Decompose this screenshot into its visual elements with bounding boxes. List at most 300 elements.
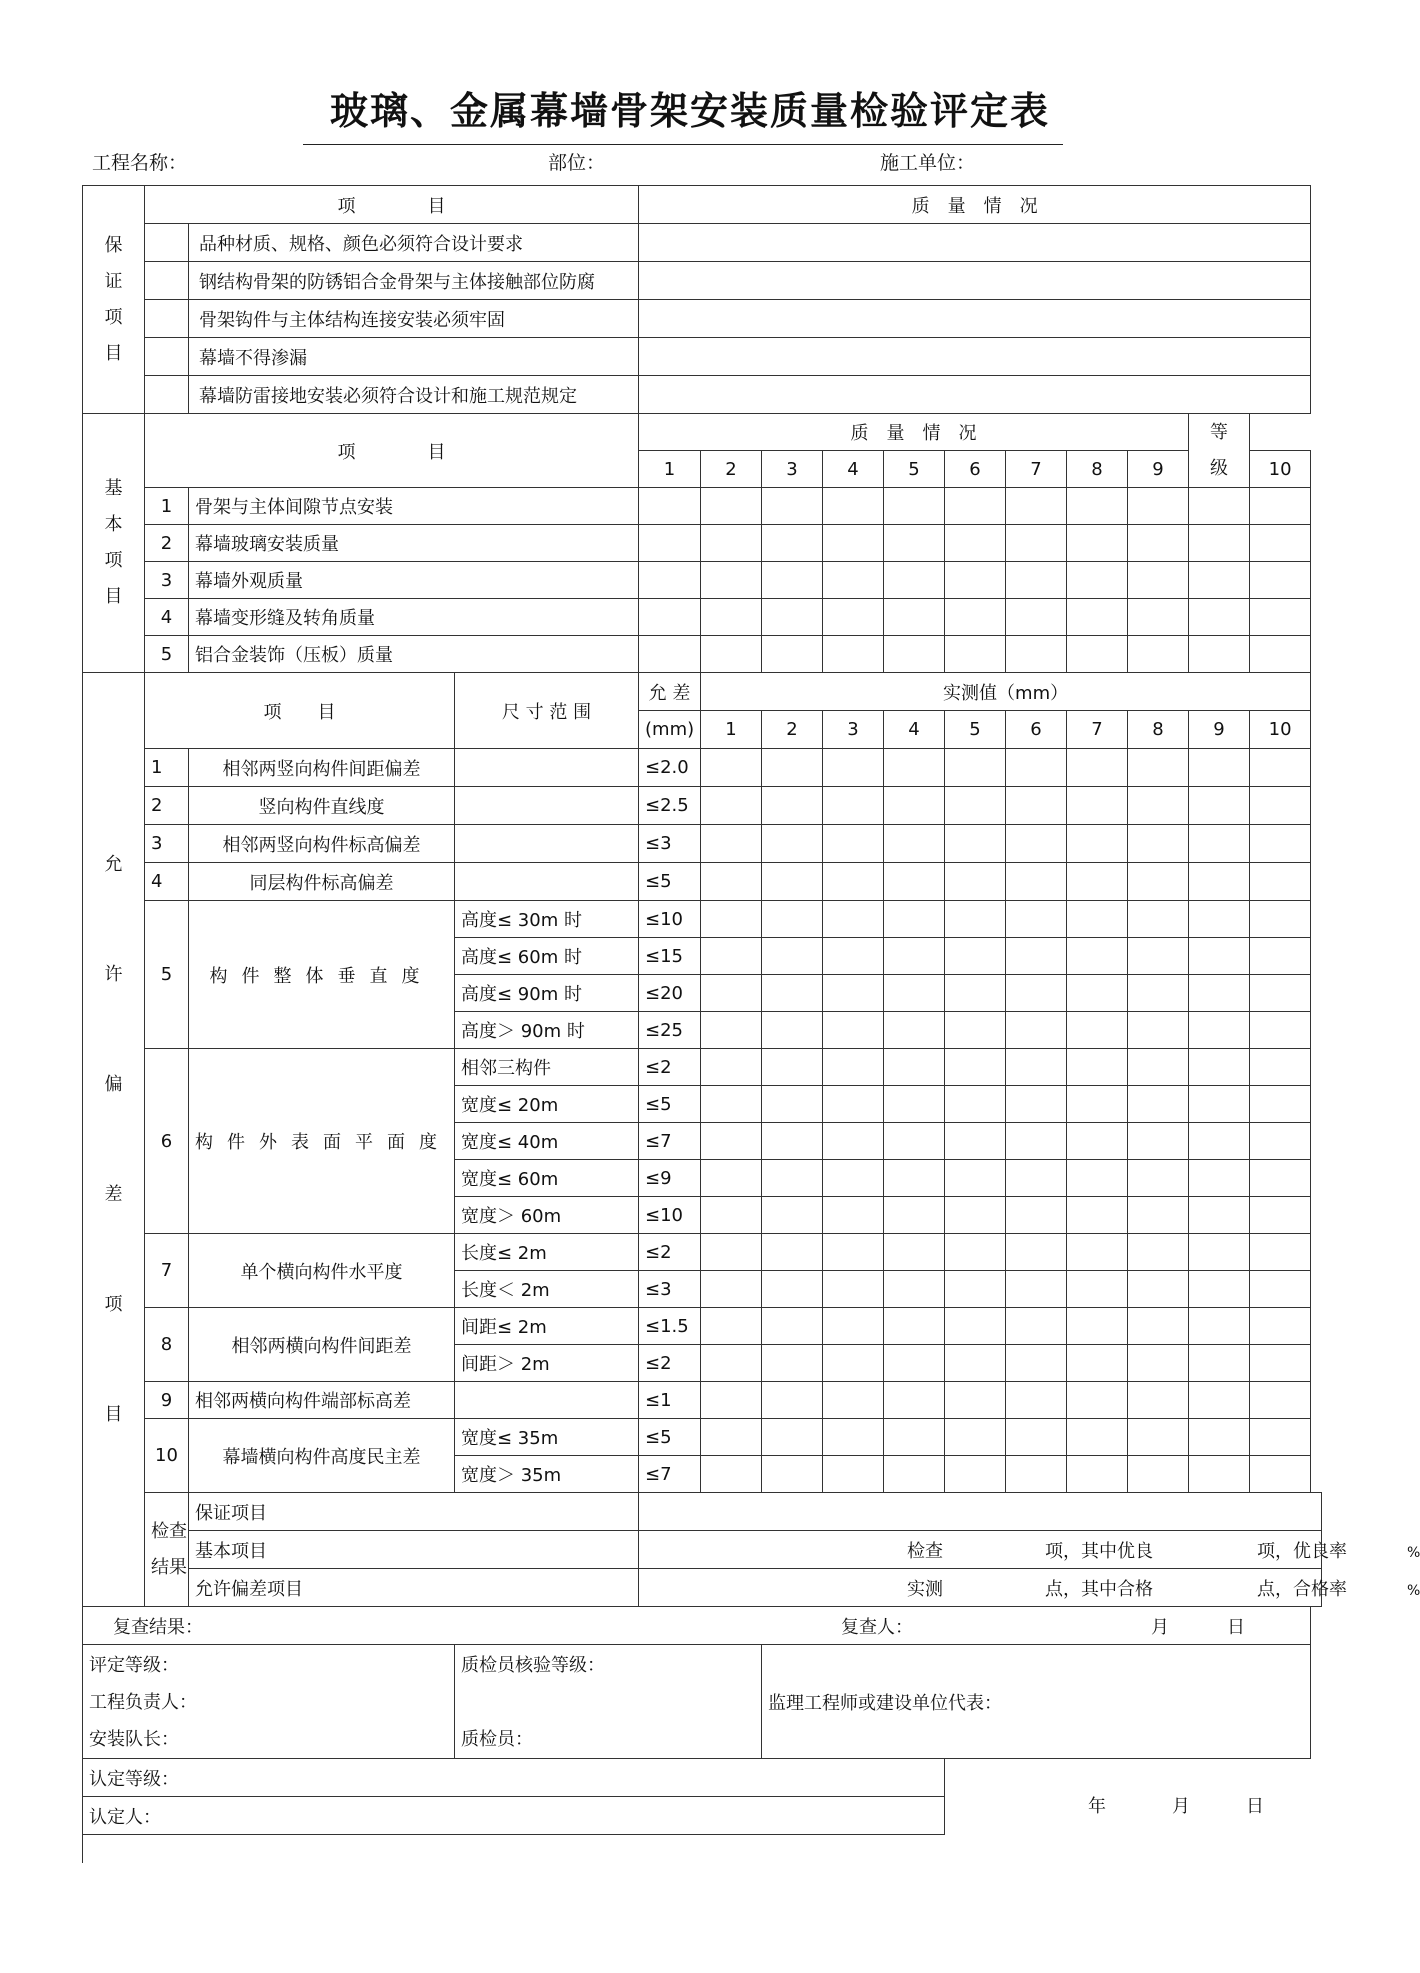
measure-cell[interactable] — [945, 1456, 1006, 1493]
result-summary[interactable] — [639, 1531, 1420, 1569]
basic-quality-cell[interactable] — [762, 525, 823, 562]
basic-quality-cell[interactable] — [1067, 525, 1128, 562]
measure-cell[interactable] — [823, 1456, 884, 1493]
measure-cell[interactable] — [823, 1160, 884, 1197]
measure-cell[interactable] — [1128, 938, 1189, 975]
tolerance-allow: ≤1 — [639, 1382, 701, 1419]
measure-cell[interactable] — [884, 1271, 945, 1308]
measure-cell[interactable] — [1006, 1345, 1067, 1382]
measure-cell[interactable] — [884, 1012, 945, 1049]
basic-item-name: 骨架与主体间隙节点安装 — [189, 488, 639, 525]
measure-cell[interactable] — [1189, 749, 1250, 787]
tolerance-range-header: 尺 寸 范 围 — [455, 673, 639, 749]
measure-cell[interactable] — [1250, 1456, 1311, 1493]
measure-cell[interactable] — [1006, 938, 1067, 975]
measure-cell[interactable] — [945, 975, 1006, 1012]
title-underline — [303, 144, 1063, 145]
measure-cell[interactable] — [1006, 1271, 1067, 1308]
tolerance-no: 5 — [145, 901, 189, 1049]
measure-cell[interactable] — [1189, 863, 1250, 901]
result-guarantee-value[interactable] — [639, 1493, 1322, 1531]
measure-cell[interactable] — [945, 1234, 1006, 1271]
basic-quality-cell[interactable] — [823, 488, 884, 525]
basic-quality-cell[interactable] — [1067, 488, 1128, 525]
measure-cell[interactable] — [823, 1308, 884, 1345]
measure-cell[interactable] — [1067, 1382, 1128, 1419]
guarantee-quality-cell[interactable] — [639, 376, 1311, 414]
measure-cell[interactable] — [945, 1382, 1006, 1419]
measure-cell[interactable] — [1128, 1308, 1189, 1345]
measure-cell[interactable] — [1067, 787, 1128, 825]
measure-cell[interactable] — [701, 938, 762, 975]
measure-cell[interactable] — [884, 1049, 945, 1086]
basic-quality-cell[interactable] — [701, 562, 762, 599]
measure-cell[interactable] — [823, 1271, 884, 1308]
measure-cell[interactable] — [1128, 975, 1189, 1012]
basic-quality-cell[interactable] — [1250, 636, 1311, 673]
measure-cell[interactable] — [1067, 1049, 1128, 1086]
measure-cell[interactable] — [1128, 901, 1189, 938]
measure-cell[interactable] — [1250, 1012, 1311, 1049]
measure-cell[interactable] — [701, 1049, 762, 1086]
basic-quality-cell[interactable] — [1189, 636, 1250, 673]
measure-cell[interactable] — [762, 1160, 823, 1197]
measure-cell[interactable] — [1067, 1234, 1128, 1271]
measure-cell[interactable] — [1250, 863, 1311, 901]
basic-quality-cell[interactable] — [639, 636, 701, 673]
basic-quality-cell[interactable] — [1250, 525, 1311, 562]
measure-cell[interactable] — [1189, 1456, 1250, 1493]
measure-cell[interactable] — [1006, 1456, 1067, 1493]
measure-cell[interactable] — [1128, 1419, 1189, 1456]
basic-quality-cell[interactable] — [1067, 599, 1128, 636]
measure-cell[interactable] — [1006, 1160, 1067, 1197]
basic-quality-cell[interactable] — [701, 599, 762, 636]
measure-cell[interactable] — [701, 1123, 762, 1160]
measure-cell[interactable] — [701, 1456, 762, 1493]
measure-cell[interactable] — [1006, 1197, 1067, 1234]
basic-quality-cell[interactable] — [639, 562, 701, 599]
basic-col-number: 7 — [1006, 451, 1067, 488]
tolerance-col-number: 2 — [762, 711, 823, 749]
measure-cell[interactable] — [1006, 1419, 1067, 1456]
basic-quality-cell[interactable] — [762, 636, 823, 673]
table-row — [83, 562, 1322, 599]
tolerance-allow: ≤7 — [639, 1456, 701, 1493]
measure-cell[interactable] — [1250, 1160, 1311, 1197]
basic-quality-cell[interactable] — [701, 636, 762, 673]
basic-quality-cell[interactable] — [701, 488, 762, 525]
measure-cell[interactable] — [945, 1308, 1006, 1345]
basic-quality-cell[interactable] — [1006, 525, 1067, 562]
measure-cell[interactable] — [1128, 1234, 1189, 1271]
measure-cell[interactable] — [701, 1012, 762, 1049]
table-row — [83, 825, 1322, 863]
measure-cell[interactable] — [1128, 1049, 1189, 1086]
measure-cell[interactable] — [1067, 901, 1128, 938]
measure-cell[interactable] — [1189, 1345, 1250, 1382]
basic-quality-cell[interactable] — [884, 562, 945, 599]
measure-cell[interactable] — [762, 1382, 823, 1419]
measure-cell[interactable] — [1128, 1086, 1189, 1123]
basic-quality-cell[interactable] — [823, 636, 884, 673]
measure-cell[interactable] — [945, 1123, 1006, 1160]
measure-cell[interactable] — [1006, 749, 1067, 787]
measure-cell[interactable] — [1067, 938, 1128, 975]
measure-cell[interactable] — [884, 1345, 945, 1382]
measure-cell[interactable] — [945, 1345, 1006, 1382]
measure-cell[interactable] — [1250, 1271, 1311, 1308]
basic-quality-cell[interactable] — [1006, 636, 1067, 673]
measure-cell[interactable] — [762, 1012, 823, 1049]
measure-cell[interactable] — [1250, 1308, 1311, 1345]
measure-cell[interactable] — [1189, 938, 1250, 975]
basic-quality-cell[interactable] — [1189, 525, 1250, 562]
table-row — [83, 787, 1322, 825]
measure-cell[interactable] — [1067, 1086, 1128, 1123]
measure-cell[interactable] — [1006, 1382, 1067, 1419]
measure-cell[interactable] — [945, 787, 1006, 825]
measure-cell[interactable] — [1128, 749, 1189, 787]
measure-cell[interactable] — [762, 1419, 823, 1456]
basic-quality-cell[interactable] — [762, 562, 823, 599]
measure-cell[interactable] — [762, 825, 823, 863]
tolerance-allow: ≤9 — [639, 1160, 701, 1197]
measure-cell[interactable] — [1067, 1345, 1128, 1382]
measure-cell[interactable] — [823, 1012, 884, 1049]
measure-cell[interactable] — [884, 1234, 945, 1271]
measure-cell[interactable] — [1250, 1234, 1311, 1271]
basic-quality-cell[interactable] — [945, 525, 1006, 562]
basic-col-number: 6 — [945, 451, 1006, 488]
basic-quality-cell[interactable] — [639, 488, 701, 525]
measure-cell[interactable] — [701, 1086, 762, 1123]
measure-cell[interactable] — [701, 749, 762, 787]
bottom-left-line — [82, 1785, 83, 1863]
measure-cell[interactable] — [884, 1382, 945, 1419]
basic-quality-cell[interactable] — [884, 599, 945, 636]
measure-cell[interactable] — [1128, 1271, 1189, 1308]
measure-cell[interactable] — [1006, 1234, 1067, 1271]
measure-cell[interactable] — [1006, 825, 1067, 863]
measure-cell[interactable] — [884, 1456, 945, 1493]
measure-cell[interactable] — [884, 1197, 945, 1234]
measure-cell[interactable] — [1250, 1086, 1311, 1123]
measure-cell[interactable] — [762, 749, 823, 787]
measure-cell[interactable] — [701, 1271, 762, 1308]
measure-cell[interactable] — [1189, 1012, 1250, 1049]
tolerance-col-number: 1 — [701, 711, 762, 749]
measure-cell[interactable] — [1189, 1234, 1250, 1271]
tolerance-section-char: 目 — [104, 1403, 123, 1425]
measure-cell[interactable] — [1189, 975, 1250, 1012]
basic-item-no: 4 — [145, 599, 189, 636]
measure-cell[interactable] — [945, 1012, 1006, 1049]
basic-quality-cell[interactable] — [762, 488, 823, 525]
basic-quality-cell[interactable] — [1250, 488, 1311, 525]
measure-cell[interactable] — [1189, 1086, 1250, 1123]
measure-cell[interactable] — [1189, 787, 1250, 825]
measure-cell[interactable] — [1128, 1382, 1189, 1419]
measure-cell[interactable] — [945, 825, 1006, 863]
measure-cell[interactable] — [1067, 1308, 1128, 1345]
measure-cell[interactable] — [884, 1160, 945, 1197]
measure-cell[interactable] — [823, 1345, 884, 1382]
basic-quality-cell[interactable] — [823, 525, 884, 562]
measure-cell[interactable] — [1067, 975, 1128, 1012]
measure-cell[interactable] — [1189, 1382, 1250, 1419]
measure-cell[interactable] — [701, 1345, 762, 1382]
measure-cell[interactable] — [701, 1382, 762, 1419]
measure-cell[interactable] — [762, 1197, 823, 1234]
measure-cell[interactable] — [1189, 825, 1250, 863]
basic-quality-cell[interactable] — [701, 525, 762, 562]
measure-cell[interactable] — [823, 975, 884, 1012]
measure-cell[interactable] — [823, 863, 884, 901]
measure-cell[interactable] — [1128, 1345, 1189, 1382]
measure-cell[interactable] — [701, 1419, 762, 1456]
basic-section-char: 本 — [104, 514, 123, 535]
measure-cell[interactable] — [884, 1123, 945, 1160]
measure-cell[interactable] — [884, 901, 945, 938]
measure-cell[interactable] — [945, 901, 1006, 938]
measure-cell[interactable] — [1250, 1345, 1311, 1382]
basic-quality-cell[interactable] — [1250, 562, 1311, 599]
measure-cell[interactable] — [1128, 787, 1189, 825]
measure-cell[interactable] — [762, 1049, 823, 1086]
measure-cell[interactable] — [1128, 1160, 1189, 1197]
basic-quality-cell[interactable] — [884, 636, 945, 673]
measure-cell[interactable] — [762, 975, 823, 1012]
measure-cell[interactable] — [762, 1271, 823, 1308]
measure-cell[interactable] — [1067, 825, 1128, 863]
basic-quality-cell[interactable] — [1250, 599, 1311, 636]
measure-cell[interactable] — [1250, 938, 1311, 975]
basic-quality-cell[interactable] — [1006, 599, 1067, 636]
measure-cell[interactable] — [1250, 1049, 1311, 1086]
measure-cell[interactable] — [823, 1123, 884, 1160]
measure-cell[interactable] — [884, 787, 945, 825]
measure-cell[interactable] — [1067, 863, 1128, 901]
tolerance-range: 高度≤ 30m 时 — [455, 901, 639, 938]
basic-quality-cell[interactable] — [884, 525, 945, 562]
measure-cell[interactable] — [884, 1419, 945, 1456]
guarantee-no-cell — [145, 376, 189, 414]
measure-cell[interactable] — [823, 787, 884, 825]
measure-cell[interactable] — [762, 901, 823, 938]
basic-quality-cell[interactable] — [1189, 562, 1250, 599]
measure-cell[interactable] — [945, 1049, 1006, 1086]
measure-cell[interactable] — [1128, 825, 1189, 863]
measure-cell[interactable] — [1189, 901, 1250, 938]
measure-cell[interactable] — [1189, 1197, 1250, 1234]
guarantee-section-char: 目 — [104, 342, 123, 364]
measure-cell[interactable] — [762, 1308, 823, 1345]
measure-cell[interactable] — [1067, 749, 1128, 787]
basic-quality-cell[interactable] — [1128, 525, 1189, 562]
basic-quality-cell[interactable] — [1006, 562, 1067, 599]
measure-cell[interactable] — [945, 863, 1006, 901]
measure-cell[interactable] — [1006, 1086, 1067, 1123]
measure-cell[interactable] — [1006, 1308, 1067, 1345]
measure-cell[interactable] — [1250, 901, 1311, 938]
measure-cell[interactable] — [884, 825, 945, 863]
date-month: 月 — [1172, 1796, 1190, 1817]
review-row — [83, 1607, 1311, 1645]
measure-cell[interactable] — [1250, 825, 1311, 863]
tolerance-allow: ≤3 — [639, 1271, 701, 1308]
measure-cell[interactable] — [701, 975, 762, 1012]
measure-cell[interactable] — [1128, 1123, 1189, 1160]
measure-cell[interactable] — [701, 787, 762, 825]
result-text: 项，其中优良 — [1045, 1540, 1154, 1562]
basic-quality-cell[interactable] — [762, 599, 823, 636]
measure-cell[interactable] — [1067, 1419, 1128, 1456]
basic-quality-cell[interactable] — [1006, 488, 1067, 525]
basic-quality-cell[interactable] — [1128, 562, 1189, 599]
measure-cell[interactable] — [1250, 787, 1311, 825]
measure-cell[interactable] — [884, 1308, 945, 1345]
basic-quality-cell[interactable] — [945, 562, 1006, 599]
table-row — [83, 1382, 1322, 1419]
guarantee-quality-cell[interactable] — [639, 224, 1311, 262]
basic-quality-cell[interactable] — [884, 488, 945, 525]
measure-cell[interactable] — [1189, 1160, 1250, 1197]
measure-cell[interactable] — [1128, 863, 1189, 901]
basic-quality-cell[interactable] — [639, 599, 701, 636]
measure-cell[interactable] — [823, 1049, 884, 1086]
basic-quality-cell[interactable] — [1128, 488, 1189, 525]
measure-cell[interactable] — [1128, 1197, 1189, 1234]
measure-cell[interactable] — [1006, 901, 1067, 938]
measure-cell[interactable] — [1128, 1012, 1189, 1049]
measure-cell[interactable] — [762, 1123, 823, 1160]
measure-cell[interactable] — [762, 1345, 823, 1382]
measure-cell[interactable] — [1006, 787, 1067, 825]
measure-cell[interactable] — [1067, 1456, 1128, 1493]
measure-cell[interactable] — [1006, 863, 1067, 901]
measure-cell[interactable] — [823, 825, 884, 863]
measure-cell[interactable] — [823, 1419, 884, 1456]
basic-quality-cell[interactable] — [1128, 599, 1189, 636]
basic-quality-cell[interactable] — [1189, 599, 1250, 636]
measure-cell[interactable] — [762, 1086, 823, 1123]
guarantee-quality-cell[interactable] — [639, 262, 1311, 300]
result-summary[interactable] — [639, 1569, 1420, 1607]
measure-cell[interactable] — [945, 1160, 1006, 1197]
measure-cell[interactable] — [701, 863, 762, 901]
measure-cell[interactable] — [1067, 1197, 1128, 1234]
basic-quality-cell[interactable] — [1067, 636, 1128, 673]
measure-cell[interactable] — [884, 1086, 945, 1123]
measure-cell[interactable] — [701, 901, 762, 938]
measure-cell[interactable] — [762, 863, 823, 901]
basic-quality-cell[interactable] — [639, 525, 701, 562]
measure-cell[interactable] — [1189, 1271, 1250, 1308]
measure-cell[interactable] — [823, 1086, 884, 1123]
measure-cell[interactable] — [884, 975, 945, 1012]
measure-cell[interactable] — [1067, 1123, 1128, 1160]
measure-cell[interactable] — [1128, 1456, 1189, 1493]
measure-cell[interactable] — [1006, 1123, 1067, 1160]
measure-cell[interactable] — [762, 1234, 823, 1271]
measure-cell[interactable] — [1067, 1012, 1128, 1049]
measure-cell[interactable] — [762, 787, 823, 825]
result-section-label — [145, 1493, 189, 1607]
basic-quality-cell[interactable] — [823, 599, 884, 636]
measure-cell[interactable] — [1250, 1123, 1311, 1160]
measure-cell[interactable] — [823, 749, 884, 787]
basic-quality-cell[interactable] — [945, 636, 1006, 673]
measure-cell[interactable] — [823, 901, 884, 938]
measure-cell[interactable] — [701, 1197, 762, 1234]
guarantee-no-cell — [145, 224, 189, 262]
measure-cell[interactable] — [1006, 1012, 1067, 1049]
basic-quality-cell[interactable] — [945, 599, 1006, 636]
measure-cell[interactable] — [1189, 1123, 1250, 1160]
measure-cell[interactable] — [1067, 1160, 1128, 1197]
guarantee-quality-cell[interactable] — [639, 300, 1311, 338]
measure-cell[interactable] — [1006, 975, 1067, 1012]
basic-quality-cell[interactable] — [945, 488, 1006, 525]
tolerance-range: 高度≤ 60m 时 — [455, 938, 639, 975]
measure-cell[interactable] — [1250, 1382, 1311, 1419]
basic-section-char: 基 — [104, 478, 123, 499]
measure-cell[interactable] — [1006, 1049, 1067, 1086]
measure-cell[interactable] — [945, 1271, 1006, 1308]
tolerance-col-number: 6 — [1006, 711, 1067, 749]
measure-cell[interactable] — [1250, 749, 1311, 787]
measure-cell[interactable] — [823, 1234, 884, 1271]
tolerance-no: 6 — [145, 1049, 189, 1234]
measure-cell[interactable] — [1189, 1049, 1250, 1086]
measure-cell[interactable] — [1250, 1197, 1311, 1234]
tolerance-item-header: 项 目 — [145, 673, 455, 749]
basic-quality-cell[interactable] — [1189, 488, 1250, 525]
grade-label: 评定等级： — [89, 1655, 179, 1676]
measure-cell[interactable] — [701, 1234, 762, 1271]
measure-cell[interactable] — [884, 863, 945, 901]
measure-cell[interactable] — [945, 1197, 1006, 1234]
measure-cell[interactable] — [762, 938, 823, 975]
measure-cell[interactable] — [945, 938, 1006, 975]
measure-cell[interactable] — [701, 1308, 762, 1345]
measure-cell[interactable] — [1189, 1308, 1250, 1345]
measure-cell[interactable] — [823, 1382, 884, 1419]
measure-cell[interactable] — [762, 1456, 823, 1493]
measure-cell[interactable] — [1067, 1271, 1128, 1308]
tolerance-allow: ≤5 — [639, 1419, 701, 1456]
tolerance-allow: ≤3 — [639, 825, 701, 863]
measure-cell[interactable] — [945, 749, 1006, 787]
measure-cell[interactable] — [823, 1197, 884, 1234]
measure-cell[interactable] — [884, 749, 945, 787]
measure-cell[interactable] — [1189, 1419, 1250, 1456]
measure-cell[interactable] — [701, 1160, 762, 1197]
guarantee-item: 品种材质、规格、颜色必须符合设计要求 — [189, 224, 639, 262]
measure-cell[interactable] — [701, 825, 762, 863]
measure-cell[interactable] — [884, 938, 945, 975]
basic-quality-cell[interactable] — [1128, 636, 1189, 673]
basic-quality-cell[interactable] — [823, 562, 884, 599]
measure-cell[interactable] — [945, 1419, 1006, 1456]
measure-cell[interactable] — [1250, 975, 1311, 1012]
measure-cell[interactable] — [823, 938, 884, 975]
guarantee-quality-cell[interactable] — [639, 338, 1311, 376]
basic-quality-cell[interactable] — [1067, 562, 1128, 599]
measure-cell[interactable] — [945, 1086, 1006, 1123]
measure-cell[interactable] — [1250, 1419, 1311, 1456]
